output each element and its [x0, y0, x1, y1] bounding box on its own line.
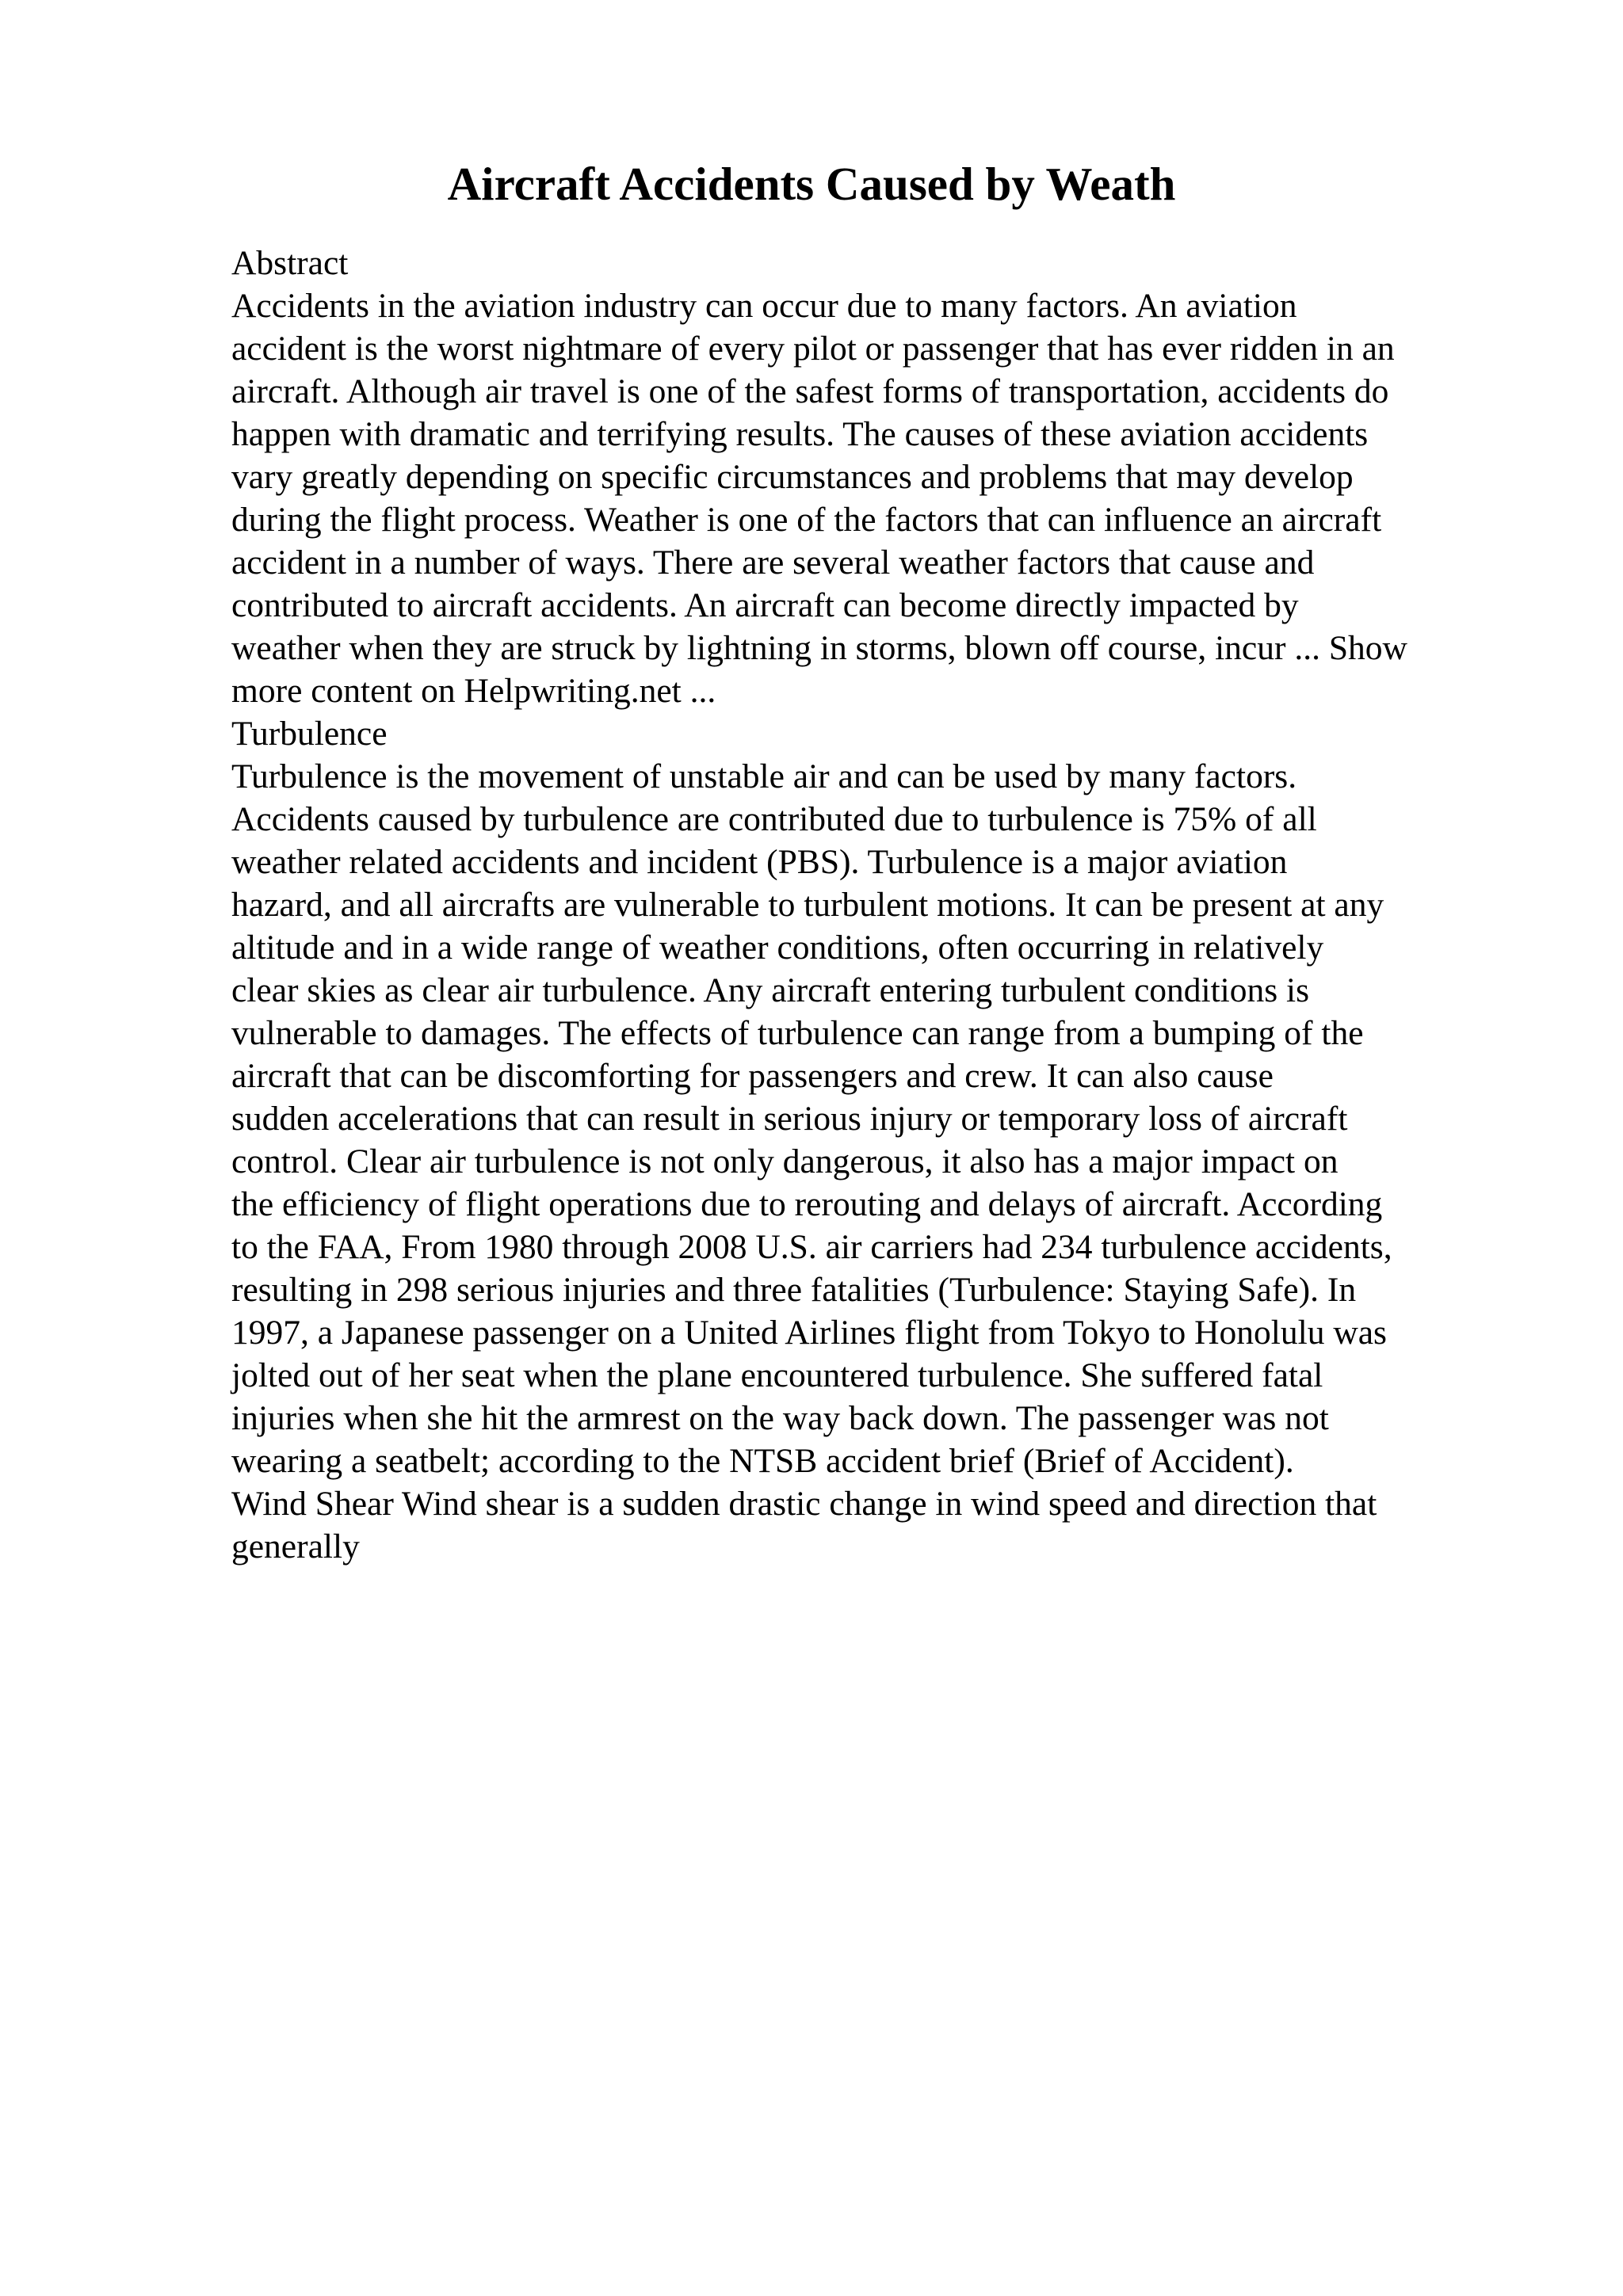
text-line: accident in a number of ways. There are several weather factors that cause and [231, 543, 1315, 582]
text-line: Turbulence is the movement of unstable air and can be used by many factors. [231, 757, 1297, 795]
line-turbulence-heading: Turbulence [231, 715, 388, 753]
text-line: Accidents in the aviation industry can occur due to many factors. An aviation [231, 287, 1297, 325]
text-line: sudden accelerations that can result in serious injury or temporary loss of aircraft [231, 1100, 1348, 1138]
text-line: Wind Shear Wind shear is a sudden drastic change in wind speed and direction that [231, 1485, 1377, 1523]
text-line: wearing a seatbelt; according to the NTSB accident brief (Brief of Accident). [231, 1442, 1294, 1480]
document-body [231, 242, 1515, 1568]
text-line: vary greatly depending on specific circumstances and problems that may develop [231, 458, 1354, 496]
text-line: vulnerable to damages. The effects of turbulence can range from a bumping of the [231, 1014, 1364, 1052]
text-line: Accidents caused by turbulence are contributed due to turbulence is 75% of all [231, 800, 1317, 838]
text-line: to the FAA, From 1980 through 2008 U.S. air carriers had 234 turbulence accidents, [231, 1228, 1392, 1266]
text-line: hazard, and all aircrafts are vulnerable to turbulent motions. It can be present at any [231, 886, 1384, 924]
text-line: happen with dramatic and terrifying results. The causes of these aviation accidents [231, 415, 1369, 453]
text-line: aircraft. Although air travel is one of the safest forms of transportation, accidents do [231, 372, 1389, 410]
text-line: control. Clear air turbulence is not only dangerous, it also has a major impact on [231, 1142, 1338, 1180]
text-line: aircraft that can be discomforting for passengers and crew. It can also cause [231, 1057, 1274, 1095]
text-line: jolted out of her seat when the plane encountered turbulence. She suffered fatal [231, 1356, 1323, 1394]
text-line: injuries when she hit the armrest on the way back down. The passenger was not [231, 1399, 1329, 1437]
text-line: during the flight process. Weather is one of the factors that can influence an aircraft [231, 501, 1382, 539]
text-line: accident is the worst nightmare of every pilot or passenger that has ever ridden in an [231, 330, 1395, 368]
text-line: generally [231, 1527, 360, 1566]
text-line: clear skies as clear air turbulence. Any aircraft entering turbulent conditions is [231, 971, 1310, 1009]
text-line: weather when they are struck by lightning in storms, blown off course, incur ... Show [231, 629, 1407, 667]
text-line: contributed to aircraft accidents. An aircraft can become directly impacted by [231, 586, 1299, 624]
text-line: altitude and in a wide range of weather conditions, often occurring in relatively [231, 929, 1324, 967]
line-abstract-heading: Abstract [231, 244, 349, 282]
text-line: the efficiency of flight operations due to rerouting and delays of aircraft. According [231, 1185, 1383, 1223]
text-line: more content on Helpwriting.net ... [231, 672, 716, 710]
text-line: 1997, a Japanese passenger on a United Airlines flight from Tokyo to Honolulu was [231, 1314, 1387, 1352]
document-title: Aircraft Accidents Caused by Weath [447, 158, 1176, 210]
text-line: resulting in 298 serious injuries and three fatalities (Turbulence: Staying Safe). In [231, 1271, 1357, 1309]
text-line: weather related accidents and incident (PBS). Turbulence is a major aviation [231, 843, 1288, 881]
